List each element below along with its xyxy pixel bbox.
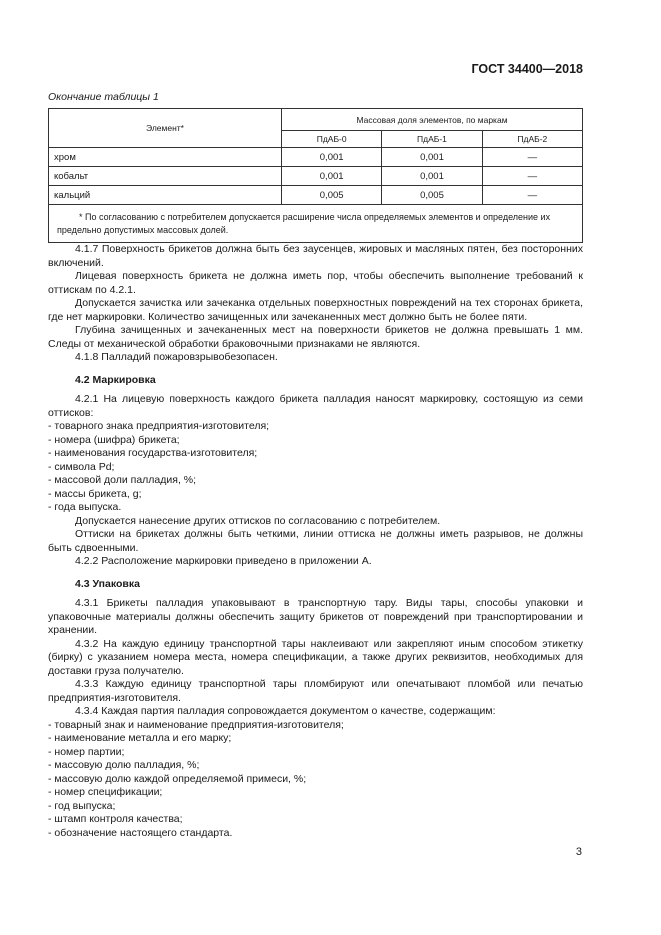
list-item: - товарного знака предприятия-изготовителя; [48, 420, 270, 432]
list-item: - массовой доли палладия, %; [48, 474, 197, 486]
col-header-mark: ПдАБ-2 [482, 131, 582, 148]
paragraph: Допускается нанесение других оттисков по согласованию с потребителем. [75, 514, 441, 527]
cell-value: — [482, 186, 582, 205]
table-caption: Окончание таблицы 1 [48, 91, 159, 103]
list-item: - массовую долю каждой определяемой примеси, %; [48, 772, 307, 785]
paragraph: Оттиски на брикетах должны быть четкими, линии оттиска не должны иметь разрывов, не должны быть сдвоенными. [48, 528, 583, 554]
list-item: - товарный знак и наименование предприятия-изготовителя; [48, 718, 344, 731]
paragraph-4-2-1: 4.2.1 На лицевую поверхность каждого брикета палладия наносят маркировку, состоящую из семи оттисков: [48, 393, 583, 419]
composition-table [48, 108, 583, 243]
paragraph-4-3-2: 4.3.2 На каждую единицу транспортной тары наклеивают или закрепляют иным способом этикетку (бирку) с указанием номера места, номера спецификации, а также других реквизитов, необходимых для доставки груза получателю. [48, 637, 583, 677]
list-item: - наименование металла и его марку; [48, 732, 232, 744]
col-header-group: Массовая доля элементов, по маркам [282, 109, 583, 131]
cell-value: 0,001 [282, 148, 382, 167]
cell-value: 0,001 [382, 148, 482, 167]
table-row [49, 167, 583, 186]
paragraph: Глубина зачищенных и зачеканенных мест на поверхности брикетов не должна превышать 1 мм. Следы от механической обработки браковочными признаками не являются. [48, 324, 583, 350]
list-item: - массовую долю палладия, %; [48, 759, 200, 771]
cell-value: — [482, 148, 582, 167]
list-item: - номер партии; [48, 745, 125, 758]
paragraph-4-3-1: 4.3.1 Брикеты палладия упаковывают в транспортную тару. Виды тары, способы упаковки и упаковочные материалы должны обеспечить защиту брикетов от повреждений при транспортировании и хранении. [48, 597, 583, 636]
standard-designation: ГОСТ 34400—2018 [471, 62, 583, 76]
document-body [48, 243, 583, 840]
cell-element: кальций [49, 186, 282, 205]
table-row [49, 186, 583, 205]
list-item: - номера (шифра) брикета; [48, 433, 180, 446]
cell-element: хром [49, 148, 282, 167]
page-number: 3 [575, 846, 582, 858]
list-item: - штамп контроля качества; [48, 813, 183, 825]
paragraph-4-1-7: 4.1.7 Поверхность брикетов должна быть без заусенцев, жировых и масляных пятен, без посторонних включений. [48, 243, 583, 269]
table-row [49, 148, 583, 167]
paragraph-4-2-2: 4.2.2 Расположение маркировки приведено в приложении А. [75, 555, 372, 567]
list-item: - символа Pd; [48, 460, 115, 473]
cell-value: 0,005 [382, 186, 482, 205]
cell-value: 0,001 [282, 167, 382, 186]
section-heading-marking: 4.2 Маркировка [75, 373, 156, 386]
col-header-mark: ПдАБ-0 [282, 131, 382, 148]
paragraph: Допускается зачистка или зачеканка отдельных поверхностных повреждений на тех сторонах брикета, где нет маркировки. Количество зачищенных или зачеканенных мест должно быть не более пяти. [48, 297, 583, 323]
cell-value: — [482, 167, 582, 186]
section-heading-packaging: 4.3 Упаковка [75, 577, 140, 590]
col-header-element: Элемент* [49, 109, 282, 148]
table-footnote: * По согласованию с потребителем допускается расширение числа определяемых элементов и определение их предельно допустимых массовых долей. [49, 205, 583, 243]
list-item: - номер спецификации; [48, 786, 163, 798]
paragraph-4-3-3: 4.3.3 Каждую единицу транспортной тары пломбируют или опечатывают пломбой или печатью предприятия-изготовителя. [48, 678, 583, 704]
paragraph-4-3-4: 4.3.4 Каждая партия палладия сопровождается документом о качестве, содержащим: [75, 705, 496, 717]
list-item: - года выпуска. [48, 501, 122, 513]
cell-element: кобальт [49, 167, 282, 186]
list-item: - год выпуска; [48, 799, 116, 812]
list-item: - наименования государства-изготовителя; [48, 447, 258, 459]
cell-value: 0,001 [382, 167, 482, 186]
paragraph-4-1-8: 4.1.8 Палладий пожаровзрывобезопасен. [75, 351, 278, 363]
col-header-mark: ПдАБ-1 [382, 131, 482, 148]
list-item: - обозначение настоящего стандарта. [48, 826, 233, 839]
list-item: - массы брикета, g; [48, 487, 142, 500]
paragraph: Лицевая поверхность брикета не должна иметь пор, чтобы обеспечить выполнение требований к оттискам по 4.2.1. [48, 270, 583, 296]
cell-value: 0,005 [282, 186, 382, 205]
